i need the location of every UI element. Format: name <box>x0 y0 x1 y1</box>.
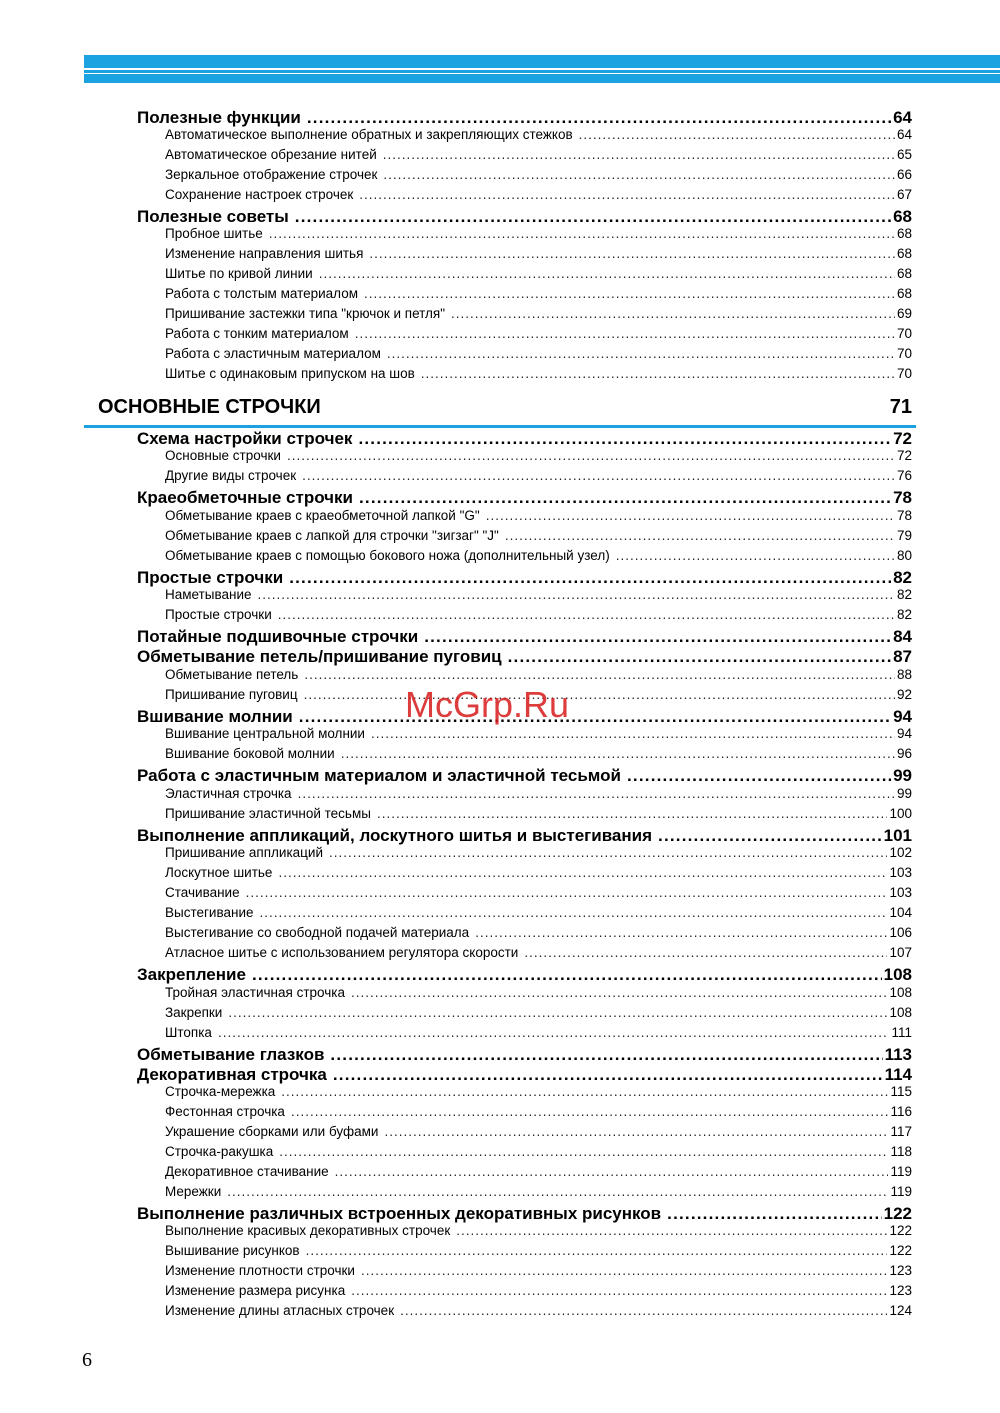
toc-entry[interactable]: Обметывание петель ..... 88 <box>165 667 912 687</box>
toc-heading[interactable]: Краеобметочные строчки ..... 78 <box>137 488 912 508</box>
toc-entry[interactable]: Обметывание краев с помощью бокового ножа (дополнительный узел) ..... 80 <box>165 548 912 568</box>
toc-heading[interactable]: Потайные подшивочные строчки ..... 84 <box>137 627 912 647</box>
toc-entry[interactable]: Стачивание ..... 103 <box>165 885 912 905</box>
page-number: 6 <box>82 1349 92 1371</box>
toc-entry[interactable]: Работа с эластичным материалом ..... 70 <box>165 346 912 366</box>
toc-entry[interactable]: Изменение плотности строчки ..... 123 <box>165 1263 912 1283</box>
toc-entry[interactable]: Выстегивание ..... 104 <box>165 905 912 925</box>
chapter-rule <box>84 425 916 428</box>
toc-entry[interactable]: Автоматическое обрезание нитей ..... 65 <box>165 147 912 167</box>
toc-heading[interactable]: Закрепление ..... 108 <box>137 965 912 985</box>
chapter-title: ОСНОВНЫЕ СТРОЧКИ <box>98 396 321 418</box>
toc-heading[interactable]: Простые строчки ..... 82 <box>137 568 912 588</box>
toc-entry[interactable]: Обметывание краев с лапкой для строчки "зигзаг" "J" ..... 79 <box>165 528 912 548</box>
toc-heading[interactable]: Выполнение аппликаций, лоскутного шитья и выстегивания ..... 101 <box>137 826 912 846</box>
toc-entry[interactable]: Строчка-ракушка ..... 118 <box>165 1144 912 1164</box>
toc-entry[interactable]: Пришивание эластичной тесьмы ..... 100 <box>165 806 912 826</box>
toc-entry[interactable]: Обметывание краев с краеобметочной лапкой "G" ..... 78 <box>165 508 912 528</box>
toc-entry[interactable]: Вшивание боковой молнии ..... 96 <box>165 746 912 766</box>
toc-entry[interactable]: Строчка-мережка ..... 115 <box>165 1084 912 1104</box>
toc-heading[interactable]: Декоративная строчка ..... 114 <box>137 1065 912 1085</box>
toc-heading[interactable]: Обметывание петель/пришивание пуговиц ..... 87 <box>137 647 912 667</box>
toc-heading[interactable]: Вшивание молнии ..... 94 <box>137 707 912 727</box>
toc-entry[interactable]: Шитье с одинаковым припуском на шов ..... 70 <box>165 366 912 386</box>
toc-entry[interactable]: Работа с толстым материалом ..... 68 <box>165 286 912 306</box>
toc-heading[interactable]: Выполнение различных встроенных декоративных рисунков ..... 122 <box>137 1204 912 1224</box>
toc-heading[interactable]: Схема настройки строчек ..... 72 <box>137 429 912 449</box>
toc-entry[interactable]: Сохранение настроек строчек ..... 67 <box>165 187 912 207</box>
toc-heading[interactable]: Работа с эластичным материалом и эластичной тесьмой ..... 99 <box>137 766 912 786</box>
toc-entry[interactable]: Декоративное стачивание ..... 119 <box>165 1164 912 1184</box>
toc-entry[interactable]: Изменение длины атласных строчек ..... 124 <box>165 1303 912 1323</box>
chapter-heading[interactable] <box>98 396 912 422</box>
toc-entry[interactable]: Работа с тонким материалом ..... 70 <box>165 326 912 346</box>
chapter-page: 71 <box>889 396 912 418</box>
toc-entry[interactable]: Штопка ..... 111 <box>165 1025 912 1045</box>
toc-entry[interactable]: Зеркальное отображение строчек ..... 66 <box>165 167 912 187</box>
toc-entry[interactable]: Пришивание аппликаций ..... 102 <box>165 845 912 865</box>
toc-heading[interactable]: Обметывание глазков ..... 113 <box>137 1045 912 1065</box>
toc-entry[interactable]: Другие виды строчек ..... 76 <box>165 468 912 488</box>
toc-entry[interactable]: Атласное шитье с использованием регулятора скорости ..... 107 <box>165 945 912 965</box>
toc-entry[interactable]: Изменение размера рисунка ..... 123 <box>165 1283 912 1303</box>
toc-entry[interactable]: Выполнение красивых декоративных строчек ..... 122 <box>165 1223 912 1243</box>
toc-entry[interactable]: Выстегивание со свободной подачей материала ..... 106 <box>165 925 912 945</box>
toc-heading[interactable]: Полезные функции ..... 64 <box>137 108 912 128</box>
toc-entry[interactable]: Лоскутное шитье ..... 103 <box>165 865 912 885</box>
toc-entry[interactable]: Украшение сборками или буфами ..... 117 <box>165 1124 912 1144</box>
toc-entry[interactable]: Основные строчки ..... 72 <box>165 448 912 468</box>
toc-entry[interactable]: Тройная эластичная строчка ..... 108 <box>165 985 912 1005</box>
toc-entry[interactable]: Простые строчки ..... 82 <box>165 607 912 627</box>
toc-entry[interactable]: Закрепки ..... 108 <box>165 1005 912 1025</box>
watermark: McGrp.Ru <box>405 684 570 725</box>
toc-entry[interactable]: Изменение направления шитья ..... 68 <box>165 246 912 266</box>
toc-heading[interactable]: Полезные советы ..... 68 <box>137 207 912 227</box>
toc-entry[interactable]: Вшивание центральной молнии ..... 94 <box>165 726 912 746</box>
toc-entry[interactable]: Мережки ..... 119 <box>165 1184 912 1204</box>
toc-entry[interactable]: Вышивание рисунков ..... 122 <box>165 1243 912 1263</box>
toc-entry[interactable]: Пришивание застежки типа "крючок и петля" ..... 69 <box>165 306 912 326</box>
toc-entry[interactable]: Автоматическое выполнение обратных и закрепляющих стежков ..... 64 <box>165 127 912 147</box>
header-band <box>84 55 1000 83</box>
toc-entry[interactable]: Наметывание ..... 82 <box>165 587 912 607</box>
toc-entry[interactable]: Эластичная строчка ..... 99 <box>165 786 912 806</box>
header-band-line <box>84 68 1000 70</box>
toc-entry[interactable]: Пробное шитье ..... 68 <box>165 226 912 246</box>
toc-entry[interactable]: Пришивание пуговиц ..... 92 <box>165 687 912 707</box>
toc-entry[interactable]: Фестонная строчка ..... 116 <box>165 1104 912 1124</box>
toc-entry[interactable]: Шитье по кривой линии ..... 68 <box>165 266 912 286</box>
header-band-line <box>84 73 1000 74</box>
